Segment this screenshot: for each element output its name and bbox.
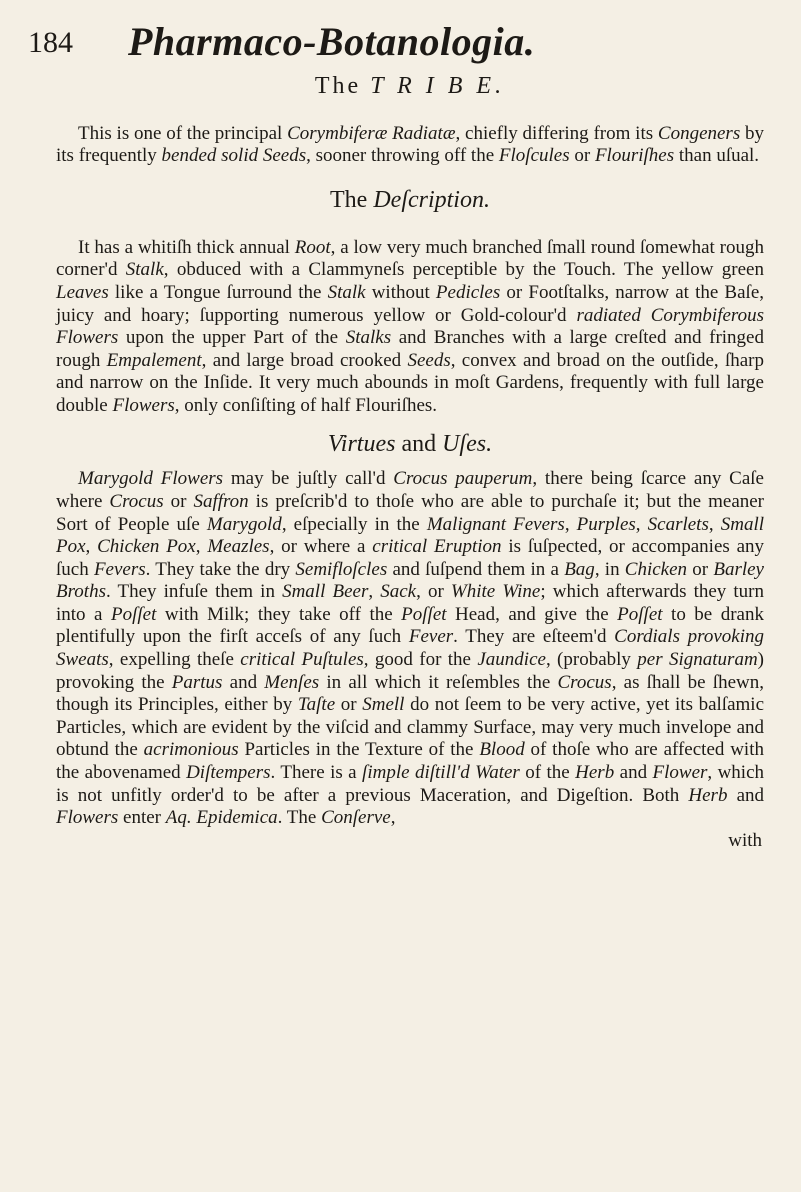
text-run: , or where a: [269, 536, 373, 558]
text-run: and Branches with a large creſted and fringed rough: [56, 327, 764, 371]
text-run: of thoſe who are affected with the abovenamed: [56, 739, 764, 784]
text-run: ,: [390, 807, 396, 829]
italic-term: Poſſet: [110, 603, 157, 625]
italic-term: Stalk: [125, 259, 164, 281]
text-run: enter: [118, 807, 166, 829]
italic-term: Flower: [652, 762, 708, 784]
italic-term: Flouriſhes: [594, 145, 675, 167]
italic-term: Chicken Pox: [97, 536, 196, 558]
text-run: This is one of the principal: [78, 122, 288, 144]
virtues-heading: [56, 430, 764, 459]
italic-term: Crocus: [557, 671, 612, 693]
text-run: , eſpecially in the: [281, 513, 427, 535]
italic-term: Meazles: [207, 536, 270, 558]
virtues-heading-word: Virtues: [327, 430, 396, 457]
text-run: without: [365, 281, 436, 303]
italic-term: Stalks: [345, 327, 392, 349]
text-run: , (probably: [545, 649, 638, 671]
italic-term: critical Puſtules: [240, 649, 364, 671]
text-run: ,: [564, 513, 577, 535]
virtues-heading-uses: Uſes.: [442, 430, 493, 457]
italic-term: Smell: [362, 694, 405, 716]
italic-term: Herb: [688, 784, 728, 806]
text-run: to be drank plentifully upon the firſt acceſs of any ſuch: [56, 603, 764, 648]
italic-term: ſimple diſtill'd Water: [362, 762, 520, 784]
text-run: or: [335, 694, 363, 716]
italic-term: Marygold: [206, 513, 282, 535]
italic-term: Crocus pauperum: [393, 468, 533, 490]
text-run: may be juſtly call'd: [223, 468, 394, 490]
text-run: and: [222, 671, 265, 693]
italic-term: Pedicles: [435, 281, 501, 303]
virtues-paragraph: [56, 468, 764, 830]
text-run: ,: [85, 536, 98, 558]
italic-term: Small Pox: [56, 513, 764, 558]
italic-term: Corymbiferæ Radiatæ: [287, 122, 456, 144]
italic-term: Crocus: [109, 490, 164, 512]
italic-term: Sack: [380, 581, 417, 603]
text-run: in all which it reſembles the: [319, 671, 558, 693]
text-run: ,: [195, 536, 208, 558]
italic-term: Poſſet: [617, 603, 663, 625]
text-run: , convex and broad on the outſide, ſharp and narrow on the Inſide. It very much abounds in moſt Gardens, frequently with full large double: [56, 349, 764, 416]
text-run: or: [687, 558, 714, 580]
text-run: . They take the dry: [145, 558, 296, 580]
italic-term: Stalk: [327, 281, 366, 303]
italic-term: Congeners: [657, 122, 741, 144]
text-run: , as ſhall be ſhewn, though its Principles, either by: [56, 671, 764, 716]
text-run: , a low very much branched ſmall round ſomewhat rough corner'd: [56, 236, 764, 281]
italic-term: Diſtempers: [186, 762, 271, 784]
italic-term: Partus: [171, 671, 223, 693]
italic-term: Malignant Fevers: [426, 513, 565, 535]
description-paragraph: [56, 237, 764, 418]
tribe-heading-word: T R I B E.: [370, 73, 506, 99]
text-run: do not ſeem to be very active, yet its balſamic Particles, which are evident by the viſcid and clammy Surface, may very much invelope and obtund the: [56, 694, 764, 761]
italic-term: Jaundice: [477, 649, 546, 671]
text-run: , which is not unfitly order'd to be after a previous Maceration, and Digeſtion. Both: [56, 762, 765, 806]
text-run: . There is a: [270, 762, 363, 784]
text-run: , only conſiſting of half Flouriſhes.: [174, 394, 438, 416]
italic-term: Seeds: [407, 349, 451, 371]
italic-term: radiated Corymbiferous Flowers: [56, 304, 764, 349]
italic-term: Flowers: [112, 394, 175, 416]
italic-term: Floſcules: [498, 145, 570, 167]
text-run: . They infuſe them in: [105, 581, 283, 603]
italic-term: Fevers: [93, 558, 146, 580]
italic-term: critical Eruption: [372, 536, 502, 558]
page-number: 184: [28, 26, 73, 59]
catchword: with: [728, 829, 762, 851]
italic-term: Marygold Flowers: [78, 468, 224, 490]
text-run: ) provoking the: [56, 649, 764, 693]
description-heading: [56, 186, 764, 215]
text-run: or: [569, 145, 595, 167]
text-run: ,: [708, 513, 721, 535]
text-run: , and large broad crooked: [201, 349, 408, 371]
italic-term: Chicken: [624, 558, 688, 580]
text-run: and ſuſpend them in a: [387, 558, 565, 580]
running-title: Pharmaco-Botanologia.: [128, 19, 536, 64]
text-run: is ſuſpected, or accompanies any ſuch: [56, 536, 765, 580]
text-run: ,: [635, 513, 648, 535]
description-heading-word: Deſcription.: [373, 186, 490, 213]
text-run: ,: [368, 581, 381, 603]
tribe-heading: [56, 72, 764, 101]
italic-term: per Signaturam: [637, 649, 758, 671]
tribe-paragraph: [56, 123, 764, 168]
text-run: ; which afterwards they turn into a: [56, 581, 765, 625]
text-run: is preſcrib'd to thoſe who are able to purchaſe it; but the meaner Sort of People uſe: [56, 490, 765, 535]
italic-term: Saffron: [193, 490, 249, 512]
text-run: , sooner throwing off the: [306, 145, 499, 167]
italic-term: Fever: [408, 626, 454, 648]
italic-term: Purples: [576, 513, 636, 535]
italic-term: Small Beer: [282, 581, 369, 603]
italic-term: Barley Broths: [56, 558, 764, 603]
italic-term: Cordials provoking Sweats: [56, 626, 765, 671]
italic-term: Menſes: [264, 671, 320, 693]
text-run: and: [727, 784, 764, 806]
description-heading-article: The: [330, 186, 368, 213]
text-run: with Milk; they take off the: [156, 603, 402, 625]
text-run: , in: [594, 558, 625, 580]
italic-term: Herb: [575, 762, 615, 784]
italic-term: acrimonious: [143, 739, 239, 761]
text-run: by its frequently: [56, 122, 764, 167]
text-run: , good for the: [363, 649, 478, 671]
text-run: , obduced with a Clammyneſs perceptible by the Touch. The yellow green: [163, 259, 764, 281]
page-header: [28, 14, 788, 66]
text-run: and: [614, 762, 653, 784]
text-run: upon the upper Part of the: [118, 327, 346, 349]
text-run: or: [163, 490, 194, 512]
italic-term: Bag: [564, 558, 595, 580]
italic-term: Aq. Epidemica: [165, 807, 278, 829]
page-body: [56, 70, 764, 852]
text-run: . The: [277, 807, 322, 829]
virtues-heading-and: and: [401, 430, 437, 457]
text-run: , there being ſcarce any Caſe where: [56, 468, 764, 512]
italic-term: Empalement: [106, 349, 202, 371]
text-run: Head, and give the: [446, 603, 618, 625]
text-run: of the: [519, 762, 576, 784]
text-run: than uſual.: [674, 145, 760, 167]
italic-term: Taſte: [297, 694, 336, 716]
text-run: . They are eſteem'd: [453, 626, 615, 648]
italic-term: Scarlets: [647, 513, 709, 535]
italic-term: Semifloſcles: [295, 558, 388, 580]
text-run: like a Tongue ſurround the: [108, 281, 328, 303]
text-run: , chiefly differing from its: [455, 122, 658, 144]
italic-term: Poſſet: [401, 603, 447, 625]
text-run: Particles in the Texture of the: [238, 739, 480, 761]
italic-term: White Wine: [450, 581, 541, 603]
italic-term: Conſerve: [321, 807, 391, 829]
text-run: , or: [416, 581, 451, 603]
italic-term: Blood: [479, 739, 525, 761]
text-run: or Footſtalks, narrow at the Baſe, juicy and hoary; ſupporting numerous yellow or Gold-colour'd: [56, 281, 764, 326]
text-run: It has a whitiſh thick annual: [78, 236, 295, 258]
italic-term: Leaves: [56, 281, 109, 303]
tribe-heading-article: The: [314, 73, 362, 99]
italic-term: Flowers: [56, 807, 119, 829]
text-run: , expelling theſe: [108, 649, 241, 671]
italic-term: Root: [294, 236, 331, 258]
italic-term: bended solid Seeds: [161, 145, 307, 167]
